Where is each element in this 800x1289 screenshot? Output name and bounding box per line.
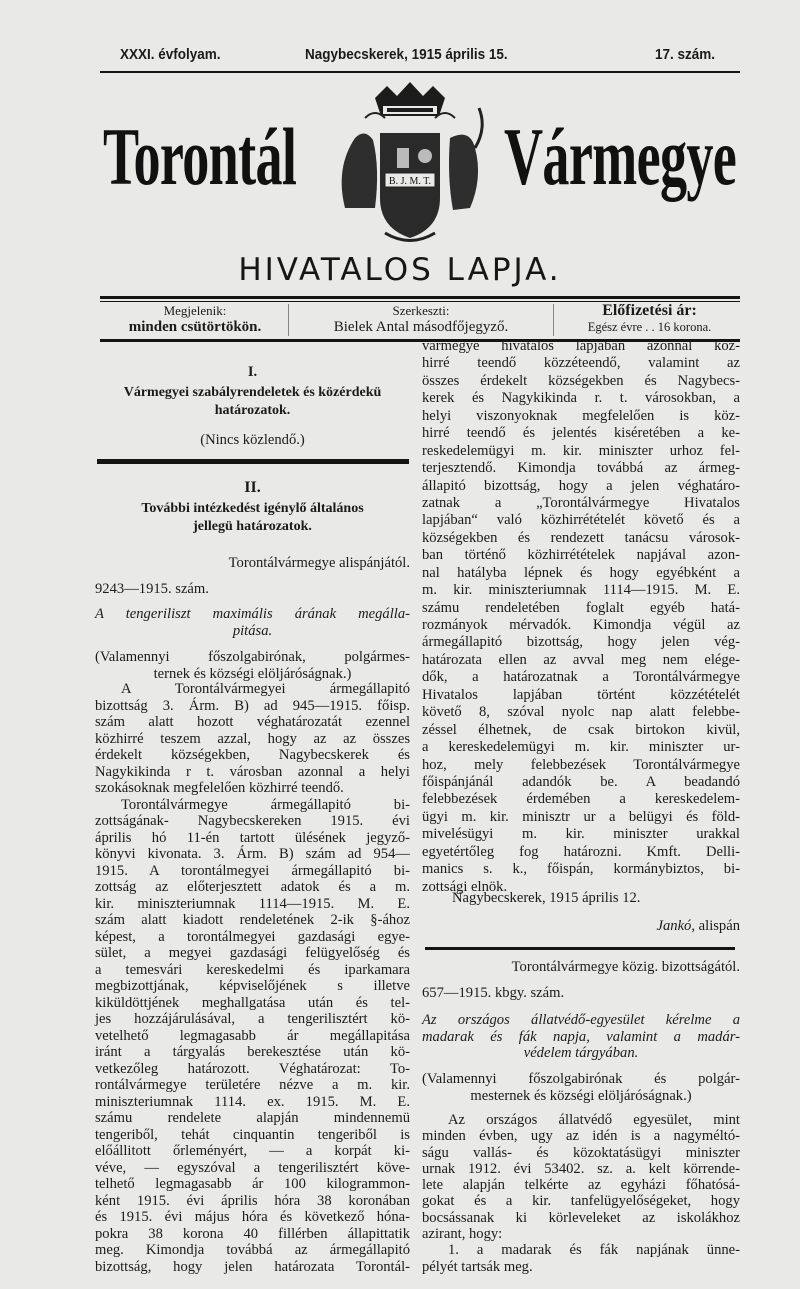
text-line: április hó 11-én tartott ülésének jegyző-: [95, 829, 410, 846]
subject-line: pitása.: [232, 623, 273, 639]
text-line: bizottság, hogy jelen határozata Torontál-: [95, 1258, 410, 1275]
text-line: jes hozzájárulásával, a tengerilisztért kö-: [95, 1011, 410, 1027]
text-line: meg. Kimondja továbbá az ármegállapitó: [95, 1242, 410, 1258]
text-line: ban történő közhirrétételek napjával azon-: [422, 547, 740, 564]
text-line: egyetértőleg fog határozni. Kmft. Delli-: [422, 843, 740, 860]
subtitle: HIVATALOS LAPJA.: [238, 252, 562, 288]
title-right: Vármegye: [504, 111, 737, 202]
price-box: [557, 302, 742, 336]
text-line: urnak 1912. évi 53402. sz. a. kelt körrende-: [422, 1160, 740, 1177]
text-line: állapitó bizottság, hogy a jelen véghatáro-: [422, 477, 740, 494]
text-line: m. kir. miniszteriumnak 1114—1915. M. E.: [422, 582, 740, 599]
section-divider: [97, 459, 409, 464]
text-line: a temesvári kereskedelmi és iparkamara: [95, 961, 410, 978]
text-line: közhirré teszem azzal, hogy az az összes: [95, 730, 410, 747]
text-line: zottság az előterjesztett adatok és a m.: [95, 879, 410, 895]
text-line: felebbezések érdemében a kereskedelem-: [422, 791, 740, 808]
text-line: nal hatályba lépnek és hogy egyébként a: [422, 564, 740, 581]
text-line: Torontálvármegye ármegállapitó bi-: [121, 796, 410, 813]
section3-addressees: [422, 1071, 740, 1104]
info-top-rule: [100, 296, 740, 299]
section3-body: [422, 1112, 740, 1275]
text-line: szám alatt hozott véghatározatát ezennel: [95, 714, 410, 730]
text-line: 1915. A torontálmegyei ármegállapitó bi-: [95, 862, 410, 879]
text-line: Az országos állatvédő egyesület, mint: [448, 1112, 740, 1128]
text-line: ként 1915. évi április hóra 38 koronában: [95, 1192, 410, 1209]
text-line: vetkezőleg határozott. Véghatározat: To-: [95, 1060, 410, 1077]
section2-subject: [95, 606, 410, 640]
text-line: vármegye hivatalos lapjában azonnal köz-: [422, 338, 740, 354]
subject-line: A tengeriliszt maximális árának megálla-: [95, 606, 410, 622]
section1-numeral: I.: [247, 364, 258, 380]
text-line: és 1915. évi május hóra és következő hóna-: [95, 1209, 410, 1225]
text-line: lete alapján telkérte az egyházi főhatósá-: [422, 1177, 740, 1194]
text-line: minden évben, ugy az idén is a nagyméltó-: [422, 1128, 740, 1145]
editor-label: Szerkeszti:: [392, 303, 450, 318]
text-line: számu rendeletében foglalt egyéb hatá-: [422, 599, 740, 616]
text-line: községekben és rendezett tanácsu városok-: [422, 529, 740, 546]
editor-box: [292, 302, 550, 336]
text-line: határozata ellen az avval meg nem elége-: [422, 651, 740, 668]
section2-numeral: II.: [244, 479, 261, 496]
price-label: Előfizetési ár:: [602, 302, 697, 319]
text-line: reskedelemügyi m. kir. miniszter urhoz fel-: [422, 442, 740, 459]
text-line: manics s. k., főispán, kormánybiztos, bi-: [422, 861, 740, 878]
text-line: a kereskedelemügyi m. kir. miniszter ur-: [422, 739, 740, 756]
text-line: helyi viszonyoknak megfelelően is köz-: [422, 407, 740, 424]
text-line: vetelhető legmagasabb ár megállapitása: [95, 1027, 410, 1044]
text-line: ügyi m. kir. minisztr ur a belügyi és föld-: [422, 808, 740, 825]
title-left: Torontál: [103, 111, 297, 202]
subject-line: védelem tárgyában.: [523, 1045, 639, 1061]
heading-line: Vármegyei szabályrendeletek és közérdekü: [123, 385, 382, 400]
crest-label: B. J. M. T.: [388, 176, 432, 187]
section2-number: 9243—1915. szám.: [95, 581, 209, 597]
section3-source: Torontálvármegye közig. bizottságától.: [511, 959, 740, 975]
volume-label: XXXI. évfolyam.: [120, 46, 221, 63]
text-line: azirant, hogy:: [422, 1226, 503, 1243]
text-line: kerek és Nagykikinda r. t. városokban, a: [422, 390, 740, 407]
text-line: kir. miniszteriumnak 1114—1915. M. E.: [95, 895, 410, 912]
signature-title: , alispán: [691, 918, 740, 934]
text-line: bizottság 3. Árm. B) ad 945—1915. főisp.: [95, 697, 410, 714]
text-line: zottsági elnök.: [422, 878, 508, 895]
section2-addressees: [95, 649, 410, 682]
text-line: érdekelt községekben, Nagybecskerek és: [95, 747, 410, 763]
issue-number: 17. szám.: [655, 46, 716, 63]
text-line: véve, — egyszóval a tengerilisztért köve-: [95, 1159, 410, 1176]
appears-label: Megjelenik:: [163, 303, 227, 318]
masthead-rule: [100, 71, 740, 73]
text-line: hoz, mely felebbezések Torontálvármegye: [422, 756, 740, 773]
text-line: zatnak a „Torontálvármegye Hivatalos: [422, 494, 740, 511]
text-line: követő 8, szóval nyolc nap alatt felebbe-: [422, 704, 740, 721]
text-line: telhető legmagasabb ár 100 kilogrammon-: [95, 1176, 410, 1192]
text-line: hirré teendő közzéteendő, valamint az: [422, 355, 740, 372]
text-line: sület, a megyei gazdasági felügyelőség és: [95, 945, 410, 961]
text-line: rozmányok mérvadók. Kimondja végül az: [422, 617, 740, 633]
text-line: lapjában“ való közhirrétételét követő és a: [422, 512, 740, 529]
text-line: zéssel élhetnek, de csak birtokon kivül,: [422, 721, 740, 738]
section1-heading: [95, 384, 410, 420]
text-line: bocsássanak ki körleveleket az iskolákhoz: [422, 1209, 740, 1226]
signature-name: Jankó: [656, 918, 692, 934]
heading-line: jellegü határozatok.: [193, 519, 312, 534]
info-divider: [553, 304, 554, 336]
text-line: előállitott őrleményért, — a korpát ki-: [95, 1143, 410, 1159]
text-line: 1. a madarak és fák napjának ünne-: [448, 1242, 740, 1259]
text-line: Hivatalos lapjában történt közzétételét: [422, 686, 740, 703]
text-line: terjesztendő. Kimondja továbbá az ármeg-: [422, 460, 740, 477]
text-line: főispánjánál adandók be. A beadandó: [422, 773, 740, 790]
text-line: Nagykikinda r t. városban azonnal a helyi: [95, 763, 410, 780]
appears-value: minden csütörtökön.: [128, 319, 262, 335]
subject-line: madarak és fák napja, valamint a madár-: [422, 1028, 740, 1045]
addressee-line: mesternek és községi elöljáróságnak.): [470, 1087, 692, 1104]
section2-body-right: [422, 338, 740, 896]
text-line: zottságának- Nagybecskereken 1915. évi: [95, 813, 410, 829]
section3-number: 657—1915. kbgy. szám.: [422, 985, 565, 1001]
section3-subject: [422, 1012, 740, 1062]
editor-value: Bielek Antal másodfőjegyző.: [333, 319, 509, 335]
text-line: mivelésügyi m. kir. miniszter urakkal: [422, 826, 740, 843]
text-line: képest, a torontálmegyei gazdasági egye-: [95, 928, 410, 945]
text-line: iránt a tárgyalás berekesztése után kö-: [95, 1044, 410, 1060]
text-line: tengeriből, tehát cinquantin tengeriből is: [95, 1126, 410, 1143]
text-line: gokat és a kir. tanfelügyelőségeket, hogy: [422, 1193, 740, 1210]
text-line: összes érdekelt községekben és Nagybecs-: [422, 372, 740, 389]
section2-source: Torontálvármegye alispánjától.: [228, 555, 410, 571]
text-line: pélyét tartsák meg.: [422, 1258, 533, 1275]
subject-line: Az országos állatvédő-egyesület kérelme a: [422, 1012, 740, 1028]
addressee-line: ternek és községi elöljáróságnak.): [153, 665, 352, 682]
text-line: könyvi kivonata. 3. Árm. B) szám ad 954—: [95, 846, 410, 862]
signature: [422, 917, 740, 935]
text-line: A Torontálvármegyei ármegállapitó: [121, 681, 410, 697]
place-date: Nagybecskerek, 1915 április 15.: [305, 46, 508, 63]
appears-box: [105, 302, 285, 336]
text-line: ármegállapitó bizottság, hogy jelen vég-: [422, 634, 740, 651]
text-line: szokásoknak megfelelően közhirré teendő.: [95, 780, 344, 796]
text-line: szám alatt kiadott rendeletének 2-ik §-ához: [95, 912, 410, 928]
text-line: pokra 38 korona 40 fillérben állapittatik: [95, 1225, 410, 1242]
text-line: hirré teendő és jelentés kiséretében a ke-: [422, 425, 740, 442]
heading-line: határozatok.: [214, 403, 291, 418]
coat-of-arms-icon: [325, 78, 495, 248]
section1-note: (Nincs közlendő.): [200, 432, 305, 448]
addressee-line: (Valamennyi főszolgabirónak, polgármes-: [95, 649, 410, 665]
text-line: kiküldöttjének meghallgatása után és tel-: [95, 994, 410, 1011]
text-line: megbizottjának, képviselőjének s illetve: [95, 978, 410, 994]
text-line: miniszteriumnak 1114. ex. 1915. M. E.: [95, 1093, 410, 1110]
section-divider: [425, 947, 735, 950]
text-line: számu rendelete alapján mindennemü: [95, 1110, 410, 1126]
addressee-line: (Valamennyi főszolgabirónak és polgár-: [422, 1071, 740, 1087]
text-line: ságu vallás- és közoktatásügyi miniszter: [422, 1144, 740, 1161]
heading-line: További intézkedést igénylő általános: [141, 501, 364, 516]
info-divider: [288, 304, 289, 336]
date-line: Nagybecskerek, 1915 április 12.: [452, 890, 641, 906]
text-line: dők, a határozatnak a Torontálvármegye: [422, 669, 740, 686]
price-value: Egész évre . . 16 korona.: [587, 320, 712, 334]
section2-heading: [95, 500, 410, 536]
text-line: rontálvármegye területére nézve a m. kir.: [95, 1077, 410, 1093]
section2-body-left: [95, 681, 410, 1275]
